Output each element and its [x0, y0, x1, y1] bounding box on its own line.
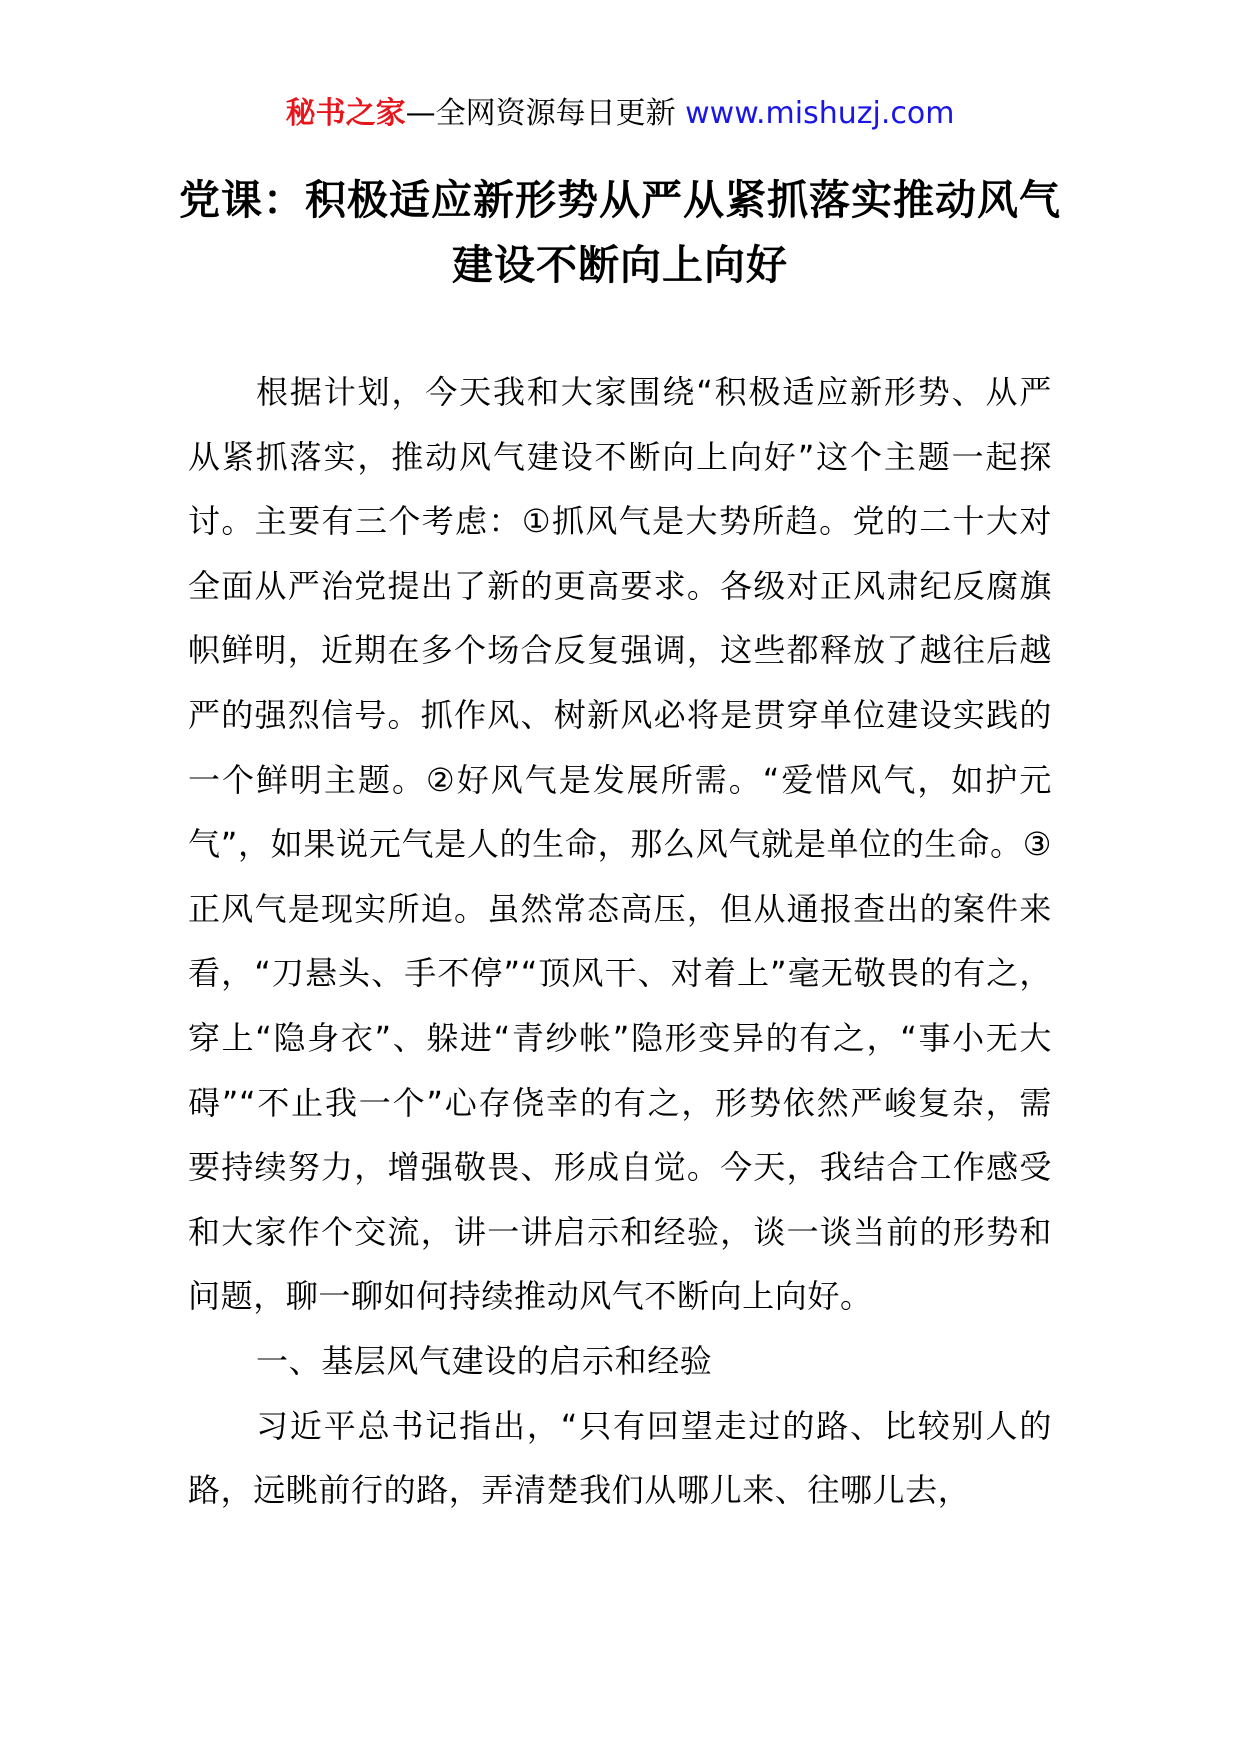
paragraph-intro: 根据计划，今天我和大家围绕“积极适应新形势、从严从紧抓落实，推动风气建设不断向上向好”这个主题一起探讨。主要有三个考虑：①抓风气是大势所趋。党的二十大对全面从严治党提出了新的更高要求。各级对正风肃纪反腐旗帜鲜明，近期在多个场合反复强调，这些都释放了越往后越严的强烈信号。抓作风、树新风必将是贯穿单位建设实践的一个鲜明主题。②好风气是发展所需。“爱惜风气，如护元气”，如果说元气是人的生命，那么风气就是单位的生命。③正风气是现实所迫。虽然常态高压，但从通报查出的案件来看，“刀悬头、手不停”“顶风干、对着上”毫无敬畏的有之，穿上“隐身衣”、躲进“青纱帐”隐形变异的有之，“事小无大碍”“不止我一个”心存侥幸的有之，形势依然严峻复杂，需要持续努力，增强敬畏、形成自觉。今天，我结合工作感受和大家作个交流，讲一讲启示和经验，谈一谈当前的形势和问题，聊一聊如何持续推动风气不断向上向好。	[188, 373, 1052, 1316]
section-heading-1: 一、基层风气建设的启示和经验	[256, 1341, 713, 1380]
document-title: 党课：积极适应新形势从严从紧抓落实推动风气建设不断向上向好	[179, 176, 1061, 289]
paragraph-section-1: 习近平总书记指出，“只有回望走过的路、比较别人的路，远眺前行的路，弄清楚我们从哪儿来、往哪儿去，	[188, 1406, 1052, 1510]
site-url[interactable]: www.mishuzj.com	[685, 96, 955, 131]
document-body	[188, 360, 1052, 1523]
site-header	[0, 92, 1240, 136]
site-brand: 秘书之家	[285, 96, 406, 131]
site-tagline: —全网资源每日更新	[405, 96, 686, 131]
